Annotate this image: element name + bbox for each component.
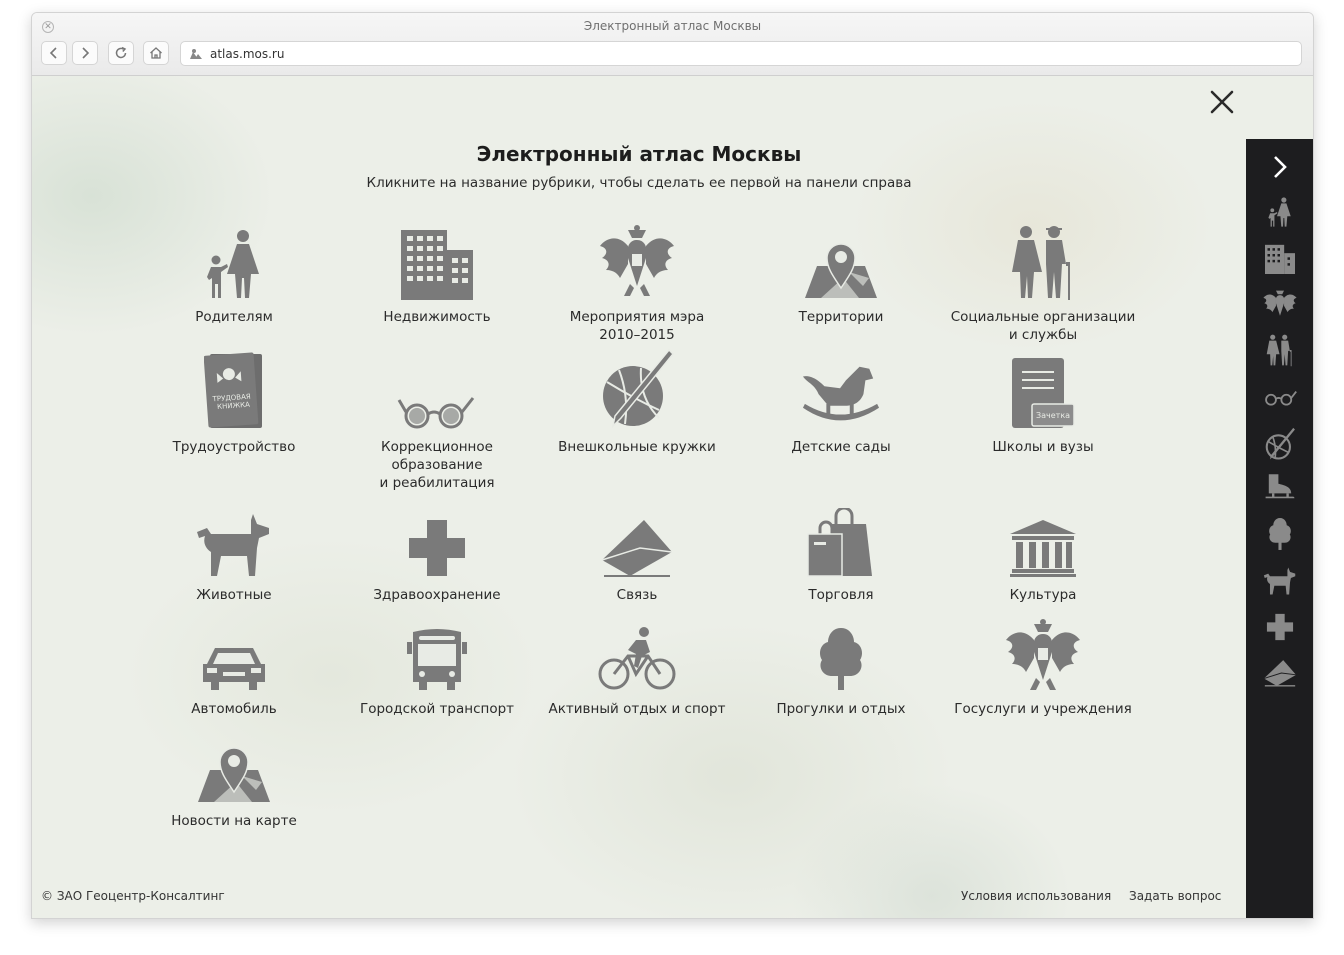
car-icon xyxy=(201,644,267,692)
category-label: Госуслуги и учреждения xyxy=(954,701,1132,717)
category-label: Животные xyxy=(196,587,272,603)
category-label: Культура xyxy=(1009,587,1077,603)
home-icon xyxy=(149,46,163,60)
category-label: Коррекционное образование и реабилитация xyxy=(379,439,495,491)
work-book-text-1: ТРУДОВАЯ xyxy=(212,392,251,404)
category-label: Связь xyxy=(616,587,658,603)
elderly-couple-icon xyxy=(1008,224,1078,300)
page-subtitle: Кликните на название рубрики, чтобы сделать ее первой на панели справа xyxy=(366,175,912,191)
category-sotsialnye[interactable] xyxy=(943,224,1143,344)
coat-of-arms-icon xyxy=(1262,288,1298,322)
state-emblem-icon xyxy=(1004,618,1082,692)
work-book-text-2: КНИЖКА xyxy=(216,400,251,411)
sidebar-item-progulki[interactable] xyxy=(1262,516,1298,552)
tree-icon xyxy=(1267,517,1293,551)
chevron-right-icon xyxy=(1272,155,1288,179)
sidebar-item-sport[interactable] xyxy=(1262,469,1298,505)
category-label: Родителям xyxy=(195,309,273,325)
category-label: Школы и вузы xyxy=(992,439,1094,455)
rocking-horse-icon xyxy=(801,364,881,430)
category-sidebar xyxy=(1246,139,1313,918)
museum-icon xyxy=(1008,518,1078,578)
parent-child-icon xyxy=(1265,195,1295,229)
url-text: atlas.mos.ru xyxy=(210,46,285,61)
category-gorodskoy-transport[interactable] xyxy=(337,616,537,718)
close-icon[interactable] xyxy=(1208,88,1236,116)
browser-chrome xyxy=(32,13,1313,76)
category-torgovlya[interactable] xyxy=(741,502,941,604)
map-pin-icon xyxy=(803,238,879,300)
category-label: Социальные организации и службы xyxy=(950,309,1136,343)
category-svyaz[interactable] xyxy=(537,502,737,604)
page-title: Электронный атлас Москвы xyxy=(476,142,802,166)
cyclist-icon xyxy=(598,626,676,692)
reload-icon xyxy=(114,46,128,60)
glasses-icon xyxy=(397,390,477,430)
category-zhivotnye[interactable] xyxy=(134,502,334,604)
back-button[interactable] xyxy=(41,41,67,65)
dog-icon xyxy=(195,512,273,578)
parent-child-icon xyxy=(199,228,269,300)
category-roditelyam[interactable] xyxy=(134,224,334,326)
sidebar-item-nedvizhimost[interactable] xyxy=(1262,241,1298,277)
glasses-icon xyxy=(1262,387,1298,407)
category-vneshkolnye[interactable] xyxy=(537,354,737,456)
chevron-left-icon xyxy=(49,47,59,59)
forward-button[interactable] xyxy=(72,41,98,65)
building-icon xyxy=(399,228,475,300)
ball-brush-icon xyxy=(1264,427,1296,461)
medical-cross-icon xyxy=(407,518,467,578)
sidebar-expand-button[interactable] xyxy=(1262,149,1298,185)
bus-icon xyxy=(405,628,469,692)
category-korrektsionnoe[interactable] xyxy=(337,354,537,492)
browser-window xyxy=(31,12,1314,919)
window-close-button[interactable]: ✕ xyxy=(42,21,54,33)
window-title: Электронный атлас Москвы xyxy=(583,19,762,33)
map-pin-icon xyxy=(196,742,272,804)
work-book-icon xyxy=(204,352,264,430)
sidebar-item-sotsialnye[interactable] xyxy=(1262,332,1298,368)
coat-of-arms-icon xyxy=(598,224,676,300)
reload-button[interactable] xyxy=(108,41,134,65)
category-label: Новости на карте xyxy=(171,813,297,829)
medical-cross-icon xyxy=(1266,613,1294,641)
envelope-icon xyxy=(600,518,674,578)
copyright: © ЗАО Геоцентр-Консалтинг xyxy=(41,889,225,903)
gradebook-text: Зачетка xyxy=(1036,411,1071,420)
building-icon xyxy=(1264,244,1296,274)
terms-link[interactable]: Условия использования xyxy=(961,889,1112,903)
site-map-icon xyxy=(189,48,203,60)
category-novosti-na-karte[interactable] xyxy=(134,728,334,830)
dog-icon xyxy=(1263,566,1297,596)
address-bar[interactable] xyxy=(180,41,1302,66)
skate-icon xyxy=(1264,472,1296,502)
category-label: Торговля xyxy=(808,587,874,603)
category-label: Внешкольные кружки xyxy=(558,439,716,455)
ball-brush-icon xyxy=(599,348,675,430)
category-label: Трудоустройство xyxy=(172,439,296,455)
tree-icon xyxy=(816,626,866,692)
home-button[interactable] xyxy=(143,41,169,65)
category-label: Автомобиль xyxy=(191,701,277,717)
map-overlay xyxy=(32,76,1313,918)
sidebar-item-meropriyatiya[interactable] xyxy=(1262,287,1298,323)
category-aktivnyy-otdykh[interactable] xyxy=(537,616,737,718)
category-label: Городской транспорт xyxy=(359,701,515,717)
shopping-bags-icon xyxy=(806,508,876,578)
category-detskie-sady[interactable] xyxy=(741,354,941,456)
category-label: Активный отдых и спорт xyxy=(548,701,726,717)
category-label: Прогулки и отдых xyxy=(776,701,906,717)
sidebar-item-zhivotnye[interactable] xyxy=(1262,563,1298,599)
category-zdravookhranenie[interactable] xyxy=(337,502,537,604)
category-shkoly[interactable] xyxy=(943,354,1143,456)
gradebook-icon xyxy=(1010,356,1076,430)
category-trudoustroystvo[interactable] xyxy=(134,354,334,456)
category-label: Детские сады xyxy=(791,439,891,455)
category-gosuslugi[interactable] xyxy=(943,616,1143,718)
elderly-couple-icon xyxy=(1265,333,1295,367)
category-label: Мероприятия мэра 2010–2015 xyxy=(569,309,705,343)
envelope-icon xyxy=(1263,659,1297,687)
chevron-right-icon xyxy=(80,47,90,59)
sidebar-item-korrektsionnoe[interactable] xyxy=(1262,379,1298,415)
category-label: Здравоохранение xyxy=(373,587,501,603)
category-nedvizhimost[interactable] xyxy=(337,224,537,326)
ask-question-link[interactable]: Задать вопрос xyxy=(1129,889,1222,903)
category-avtomobil[interactable] xyxy=(134,616,334,718)
category-territorii[interactable] xyxy=(741,224,941,326)
sidebar-item-zdravookhranenie[interactable] xyxy=(1262,609,1298,645)
category-label: Недвижимость xyxy=(383,309,491,325)
category-label: Территории xyxy=(798,309,884,325)
sidebar-item-svyaz[interactable] xyxy=(1262,655,1298,691)
sidebar-item-roditelyam[interactable] xyxy=(1262,194,1298,230)
category-meropriyatiya-mera[interactable] xyxy=(537,224,737,344)
sidebar-item-vneshkolnye[interactable] xyxy=(1262,426,1298,462)
category-kultura[interactable] xyxy=(943,502,1143,604)
category-progulki[interactable] xyxy=(741,616,941,718)
